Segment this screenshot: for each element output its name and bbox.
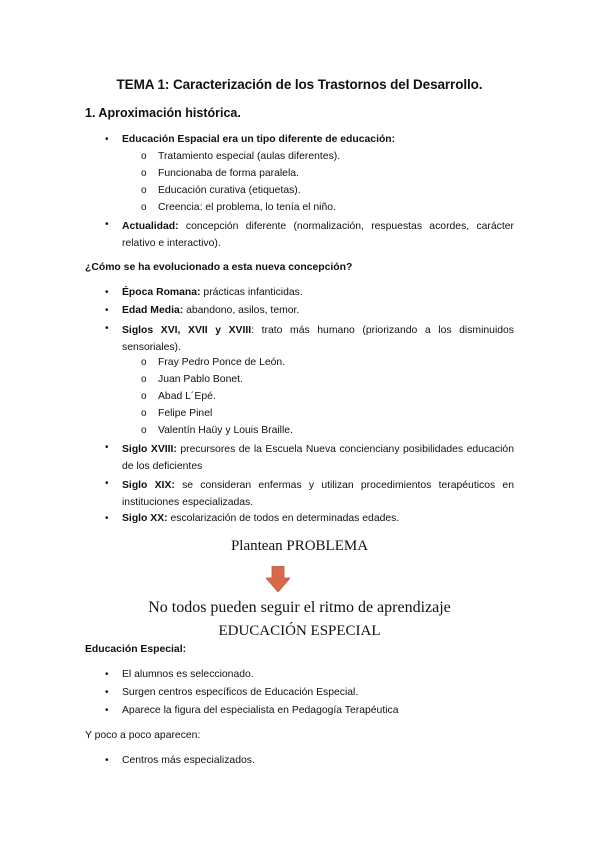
sub-list-item: Felipe Pinel [158, 408, 213, 419]
sub-list-item: Educación curativa (etiquetas). [158, 185, 301, 196]
list-item: Aparece la figura del especialista en Pedagogía Terapéutica [122, 705, 399, 716]
sub-list-item: Creencia: el problema, lo tenía el niño. [158, 202, 336, 213]
bullet-icon: • [105, 134, 109, 145]
diagram-line-1: No todos pueden seguir el ritmo de aprendizaje [148, 599, 451, 616]
bullet-icon: • [105, 705, 109, 716]
section-heading-2: Educación Especial: [85, 644, 187, 655]
circle-bullet-icon: o [141, 425, 147, 436]
sub-list-item: Juan Pablo Bonet. [158, 374, 243, 385]
bullet-icon: • [105, 755, 109, 766]
bullet-icon: • [105, 323, 109, 334]
list-item: Siglo XIX: se consideran enfermas y utilizan procedimientos terapéuticos en instituciones especializadas. [122, 480, 514, 508]
sub-list-item: Tratamiento especial (aulas diferentes). [158, 151, 341, 162]
diagram-top-text: Plantean PROBLEMA [230, 538, 369, 554]
circle-bullet-icon: o [141, 202, 147, 213]
circle-bullet-icon: o [141, 391, 147, 402]
circle-bullet-icon: o [141, 357, 147, 368]
bullet-icon: • [105, 513, 109, 524]
bullet-icon: • [105, 219, 109, 230]
list-item: Educación Espacial era un tipo diferente de educación: [122, 134, 396, 145]
down-arrow-icon [266, 566, 290, 592]
list-item: Siglo XX: escolarización de todos en determinadas edades. [122, 513, 400, 524]
circle-bullet-icon: o [141, 374, 147, 385]
sub-list-item: Fray Pedro Ponce de León. [158, 357, 286, 368]
bullet-icon: • [105, 687, 109, 698]
circle-bullet-icon: o [141, 168, 147, 179]
diagram-line-2: EDUCACIÓN ESPECIAL [218, 623, 381, 639]
sub-list-item: Abad L´Epé. [158, 391, 216, 402]
sub-list-item: Funcionaba de forma paralela. [158, 168, 299, 179]
paragraph: Y poco a poco aparecen: [85, 730, 201, 741]
bullet-icon: • [105, 305, 109, 316]
list-item: Época Romana: prácticas infanticidas. [122, 287, 303, 298]
bullet-icon: • [105, 478, 109, 489]
circle-bullet-icon: o [141, 185, 147, 196]
circle-bullet-icon: o [141, 408, 147, 419]
list-item: Edad Media: abandono, asilos, temor. [122, 305, 300, 316]
list-item: Centros más especializados. [122, 755, 255, 766]
list-item: El alumnos es seleccionado. [122, 669, 254, 680]
circle-bullet-icon: o [141, 151, 147, 162]
sub-list-item: Valentín Haüy y Louis Braille. [158, 425, 293, 436]
question-heading: ¿Cómo se ha evolucionado a esta nueva concepción? [85, 262, 353, 273]
list-item: Surgen centros específicos de Educación Especial. [122, 687, 359, 698]
bullet-icon: • [105, 442, 109, 453]
section-heading: 1. Aproximación histórica. [85, 106, 241, 120]
page-title: TEMA 1: Caracterización de los Trastornos del Desarrollo. [116, 77, 483, 92]
list-item: Actualidad: concepción diferente (normalización, respuestas acordes, carácter relativo e interactivo). [122, 221, 514, 249]
bullet-icon: • [105, 287, 109, 298]
list-item: Siglo XVIII: precursores de la Escuela Nueva concienciany posibilidades educación de los deficientes [122, 444, 514, 472]
list-item: Siglos XVI, XVII y XVIII: trato más humano (priorizando a los disminuidos sensoriales). [122, 325, 515, 353]
bullet-icon: • [105, 669, 109, 680]
